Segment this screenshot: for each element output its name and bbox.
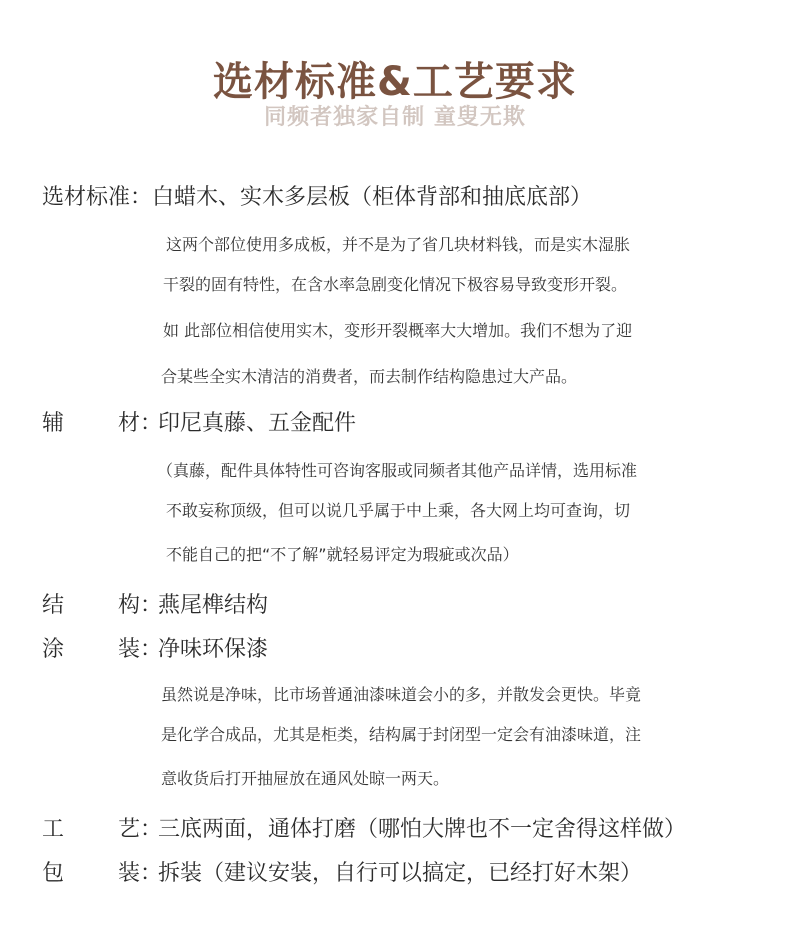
page-subtitle: 同频者独家自制 童叟无欺: [264, 105, 526, 130]
page-title: 选材标准&工艺要求: [213, 59, 577, 105]
note-line: 如 此部位相信使用实木，变形开裂概率大大增加。我们不想为了迎: [163, 321, 633, 340]
note-line: 虽然说是净味，比市场普通油漆味道会小的多，并散发会更快。毕竟: [161, 685, 642, 704]
note-line: 合某些全实木清洁的消费者，而去制作结构隐患过大产品。: [161, 367, 578, 386]
note-line: 是化学合成品，尤其是柜类，结构属于封闭型一定会有油漆味道，注: [161, 725, 642, 744]
spec-row-material: [42, 180, 592, 211]
note-line: 干裂的固有特性，在含水率急剧变化情况下极容易导致变形开裂。: [163, 275, 628, 294]
note-line: （真藤，配件具体特性可咨询客服或同频者其他产品详情，选用标准: [157, 461, 638, 480]
spec-value: 拆装（建议安装，自行可以搞定，已经打好木架）: [158, 861, 643, 886]
spec-label: 涂 装：: [42, 637, 163, 662]
spec-value: 燕尾榫结构: [158, 593, 269, 618]
spec-label: 工 艺：: [42, 817, 163, 842]
spec-row-craft: [42, 812, 686, 843]
spec-value: 印尼真藤、五金配件: [158, 411, 357, 436]
spec-value: 白蜡木、实木多层板（柜体背部和抽底底部）: [152, 185, 593, 210]
spec-row-auxiliary: [42, 406, 356, 437]
spec-label: 包 装：: [42, 861, 163, 886]
note-line: 不能自己的把“不了解”就轻易评定为瑕疵或次品）: [166, 545, 519, 564]
spec-row-packaging: [42, 856, 642, 887]
spec-value: 三底两面，通体打磨（哪怕大牌也不一定舍得这样做）: [158, 817, 687, 842]
spec-label: 辅 材：: [42, 411, 163, 436]
spec-value: 净味环保漆: [158, 637, 269, 662]
note-line: 这两个部位使用多成板，并不是为了省几块材料钱，而是实木湿胀: [166, 235, 631, 254]
note-line: 不敢妄称顶级，但可以说几乎属于中上乘，各大网上均可查询，切: [166, 501, 631, 520]
note-line: 意收货后打开抽屉放在通风处晾一两天。: [161, 769, 450, 788]
spec-label: 结 构：: [42, 593, 163, 618]
spec-label: 选材标准：: [42, 185, 153, 210]
spec-row-coating: [42, 632, 268, 663]
spec-row-structure: [42, 588, 268, 619]
